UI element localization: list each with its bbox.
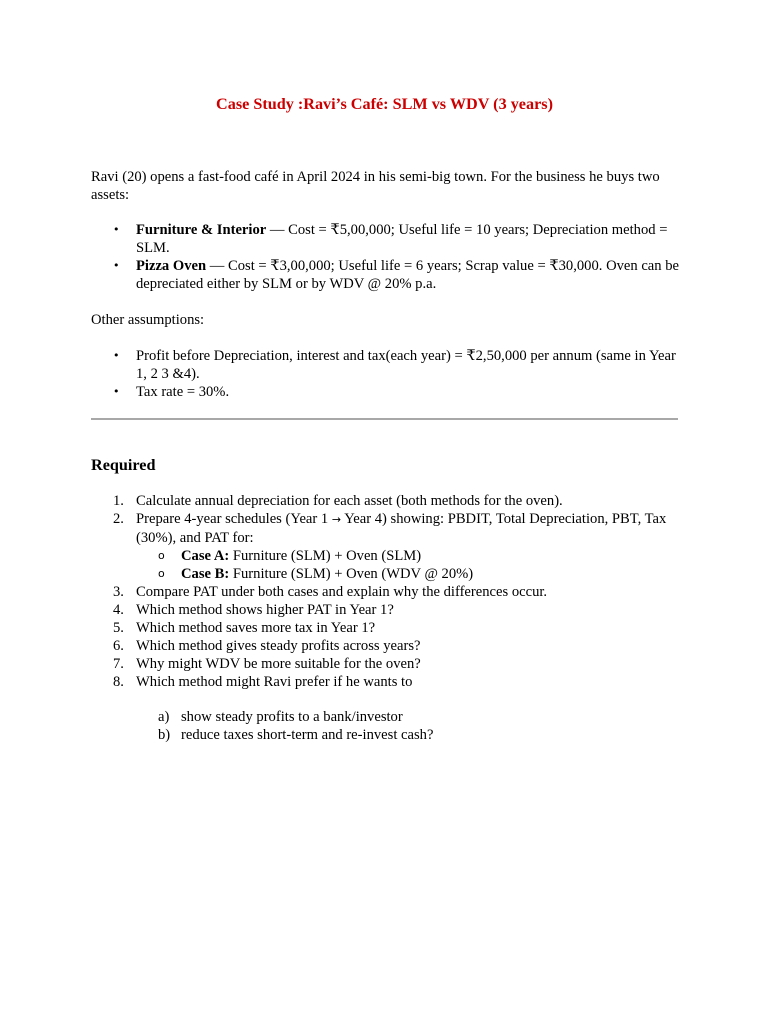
case-label: Case A: xyxy=(181,548,230,564)
question-number: 8. xyxy=(113,674,124,690)
option-text: show steady profits to a bank/investor xyxy=(181,709,403,725)
case-label: Case B: xyxy=(181,566,230,582)
question-number: 5. xyxy=(113,620,124,636)
intro-paragraph: Ravi (20) opens a fast-food café in April 2024 in his semi-big town. For the business he buys two assets: xyxy=(91,169,660,203)
question-text: Which method gives steady profits across years? xyxy=(136,638,421,654)
question-text: Why might WDV be more suitable for the oven? xyxy=(136,656,421,672)
question-item xyxy=(91,510,681,583)
question-number: 3. xyxy=(113,584,124,600)
question-number: 7. xyxy=(113,656,124,672)
question-item xyxy=(91,583,681,601)
asset-details: — Cost = ₹5,00,000; Useful life = 10 years; Depreciation method = SLM. xyxy=(136,222,668,256)
other-assumptions-label: Other assumptions: xyxy=(91,312,205,328)
question-list xyxy=(91,492,681,691)
asset-name: Furniture & Interior xyxy=(136,222,267,238)
question-text: Which method might Ravi prefer if he wants to xyxy=(136,674,413,690)
case-text: Furniture (SLM) + Oven (WDV @ 20%) xyxy=(229,566,474,582)
assumption-item: • Tax rate = 30%. xyxy=(91,383,681,401)
question-number: 2. xyxy=(113,511,124,527)
horizontal-divider xyxy=(91,418,678,420)
right-arrow-icon: → xyxy=(331,513,342,526)
case-list xyxy=(136,547,681,583)
question-text: Compare PAT under both cases and explain why the differences occur. xyxy=(136,584,548,600)
asset-item-pizza-oven xyxy=(91,257,681,293)
question-item xyxy=(91,601,681,619)
asset-list xyxy=(91,221,681,293)
question-number: 6. xyxy=(113,638,124,654)
question-text: Prepare 4-year schedules (Year 1 xyxy=(136,511,332,527)
question-number: 1. xyxy=(113,493,124,509)
option-letter: a) xyxy=(158,709,170,725)
case-study-title: Case Study :Ravi’s Café: SLM vs WDV (3 years) xyxy=(216,95,553,113)
question-item xyxy=(91,655,681,673)
asset-details: — Cost = ₹3,00,000; Useful life = 6 years; Scrap value = ₹30,000. Oven can be depreciated either by SLM or by WDV @ 20% p.a. xyxy=(136,258,679,292)
question-item xyxy=(91,619,681,637)
assumption-list xyxy=(91,347,681,401)
question-text: Which method shows higher PAT in Year 1? xyxy=(136,602,394,618)
question-text: Year 4) showing: PBDIT, Total Depreciation, PBT, Tax (30%), and PAT for: xyxy=(136,511,667,546)
asset-name: Pizza Oven xyxy=(136,258,207,274)
assumption-item: • Profit before Depreciation, interest and tax(each year) = ₹2,50,000 per annum (same in Year 1, 2 3 &4). xyxy=(91,347,681,383)
preference-option xyxy=(91,726,681,744)
question-item xyxy=(91,492,681,510)
circle-bullet-icon: o xyxy=(158,549,165,562)
option-text: reduce taxes short-term and re-invest cash? xyxy=(181,727,434,743)
asset-item-furniture xyxy=(91,221,681,257)
question-text: Calculate annual depreciation for each asset (both methods for the oven). xyxy=(136,493,563,509)
question-item xyxy=(91,673,681,691)
case-text: Furniture (SLM) + Oven (SLM) xyxy=(229,548,422,564)
case-item-b xyxy=(136,565,681,583)
option-letter: b) xyxy=(158,727,171,743)
preference-option-list xyxy=(91,708,681,744)
case-item-a xyxy=(136,547,681,565)
question-number: 4. xyxy=(113,602,124,618)
preference-option xyxy=(91,708,681,726)
question-text: Which method saves more tax in Year 1? xyxy=(136,620,376,636)
circle-bullet-icon: o xyxy=(158,567,165,580)
required-heading: Required xyxy=(91,456,156,474)
question-item xyxy=(91,637,681,655)
